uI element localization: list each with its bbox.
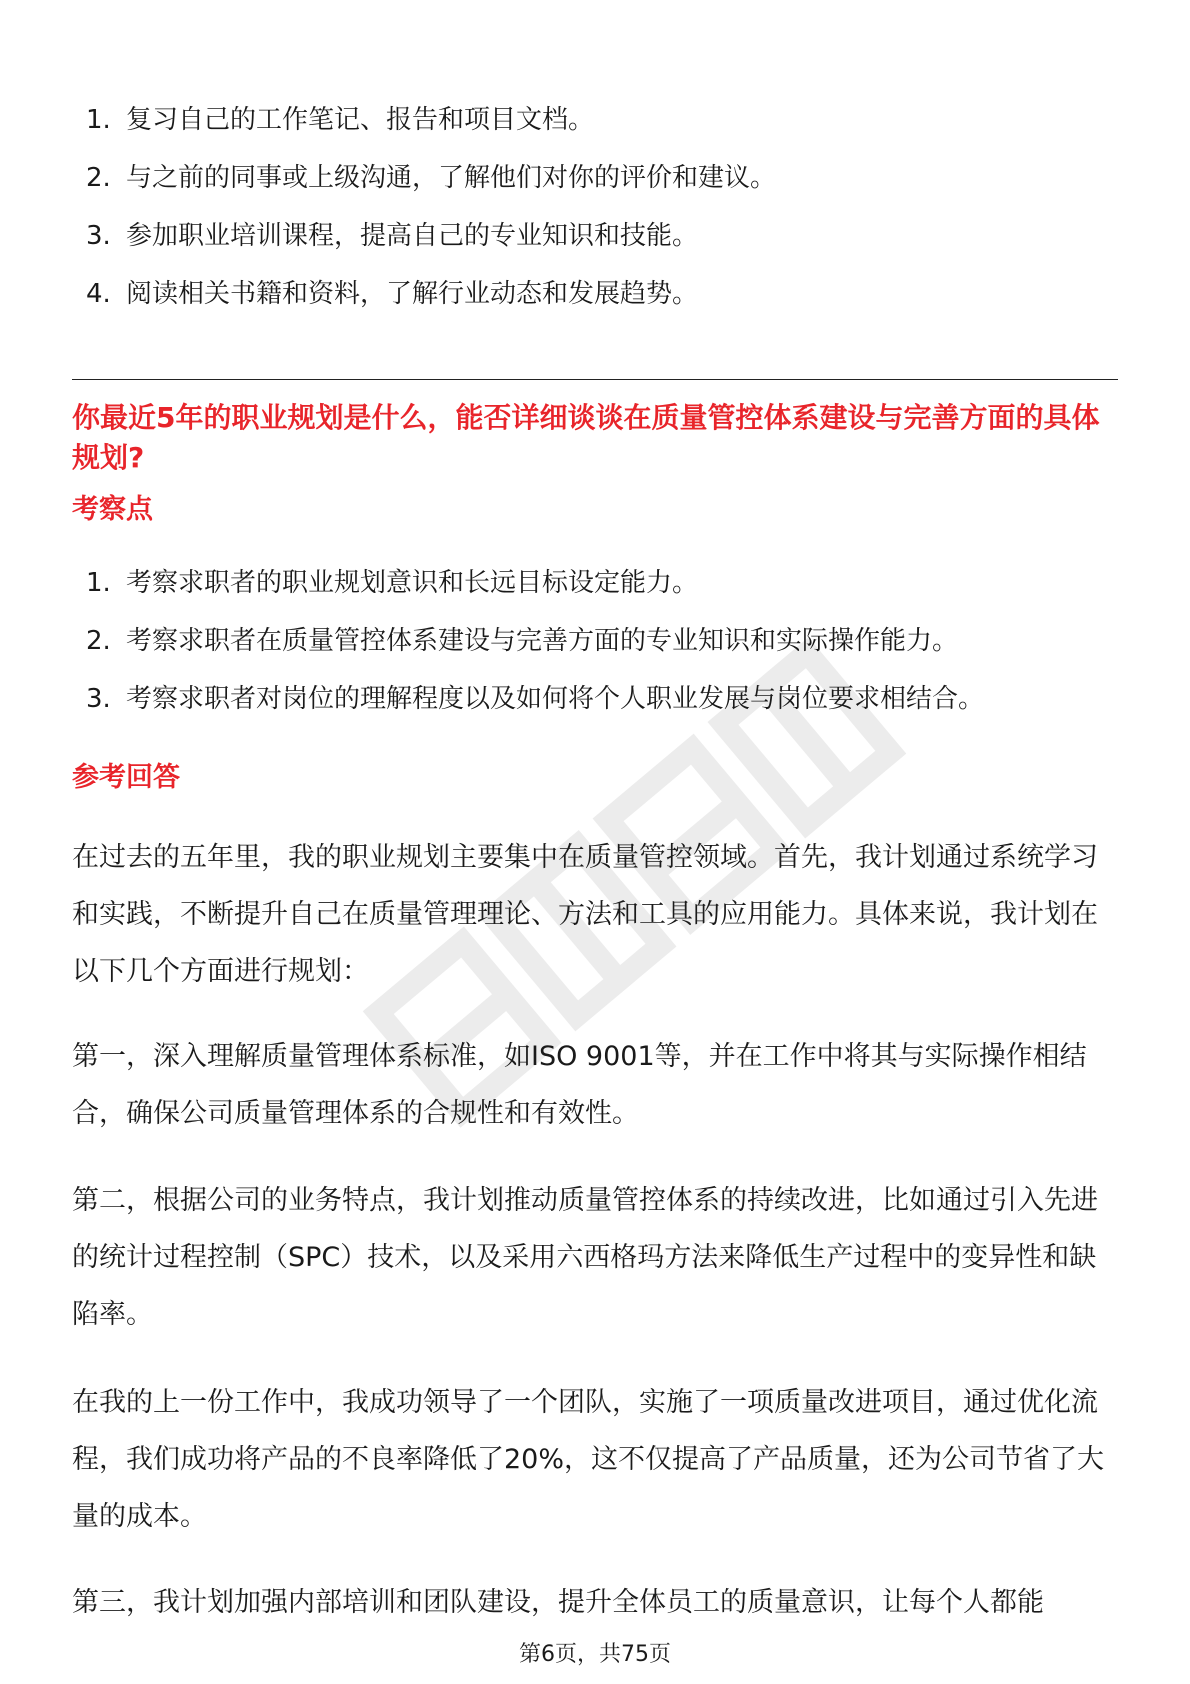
answer-paragraph: 第一，深入理解质量管理体系标准，如ISO 9001等，并在工作中将其与实际操作相结合，确保公司质量管理体系的合规性和有效性。 (72, 1041, 1087, 1129)
list-item (86, 216, 776, 256)
points-list (86, 563, 984, 737)
list-text: 复习自己的工作笔记、报告和项目文档。 (126, 105, 595, 135)
list-number: 2. (86, 626, 111, 656)
list-item (86, 274, 776, 314)
list-text: 阅读相关书籍和资料，了解行业动态和发展趋势。 (126, 279, 699, 309)
list-item (86, 158, 776, 198)
list-text: 考察求职者对岗位的理解程度以及如何将个人职业发展与岗位要求相结合。 (126, 684, 985, 714)
top-list (86, 100, 776, 332)
answer-paragraph: 在我的上一份工作中，我成功领导了一个团队，实施了一项质量改进项目，通过优化流程，我们成功将产品的不良率降低了20%，这不仅提高了产品质量，还为公司节省了大量的成本。 (72, 1387, 1105, 1532)
section-divider (72, 379, 1118, 380)
answer-paragraph: 第三，我计划加强内部培训和团队建设，提升全体员工的质量意识，让每个人都能 (72, 1587, 1044, 1618)
list-number: 1. (86, 105, 111, 135)
list-number: 4. (86, 279, 111, 309)
points-heading: 考察点 (72, 494, 153, 525)
answer-paragraph: 第二，根据公司的业务特点，我计划推动质量管控体系的持续改进，比如通过引入先进的统计过程控制（SPC）技术，以及采用六西格玛方法来降低生产过程中的变异性和缺陷率。 (72, 1185, 1098, 1330)
answer-heading: 参考回答 (72, 762, 180, 793)
list-item (86, 679, 984, 719)
list-text: 考察求职者在质量管控体系建设与完善方面的专业知识和实际操作能力。 (126, 626, 959, 656)
list-number: 1. (86, 568, 111, 598)
list-item (86, 100, 776, 140)
question-title: 你最近5年的职业规划是什么，能否详细谈谈在质量管控体系建设与完善方面的具体规划? (72, 401, 1100, 474)
answer-paragraph: 在过去的五年里，我的职业规划主要集中在质量管控领域。首先，我计划通过系统学习和实践，不断提升自己在质量管理理论、方法和工具的应用能力。具体来说，我计划在以下几个方面进行规划： (72, 842, 1098, 987)
list-text: 参加职业培训课程，提高自己的专业知识和技能。 (126, 221, 699, 251)
list-item (86, 621, 984, 661)
page-footer: 第6页，共75页 (519, 1642, 671, 1667)
list-number: 3. (86, 221, 111, 251)
list-item (86, 563, 984, 603)
list-number: 2. (86, 163, 111, 193)
list-number: 3. (86, 684, 111, 714)
list-text: 与之前的同事或上级沟通，了解他们对你的评价和建议。 (126, 163, 777, 193)
list-text: 考察求职者的职业规划意识和长远目标设定能力。 (126, 568, 699, 598)
